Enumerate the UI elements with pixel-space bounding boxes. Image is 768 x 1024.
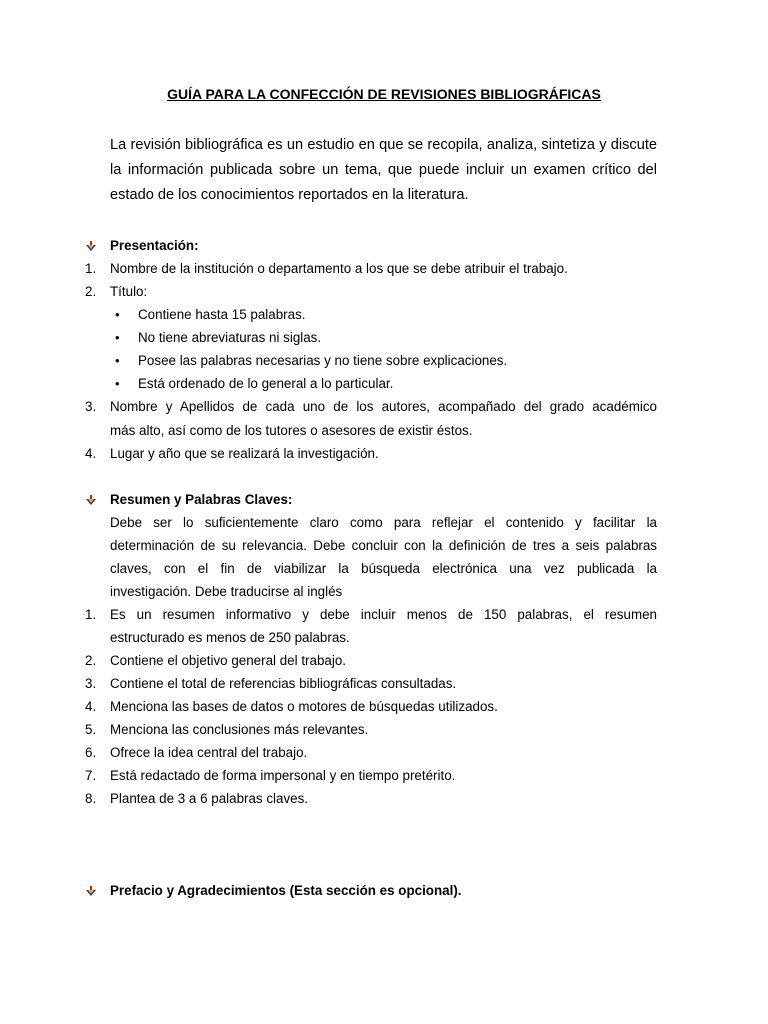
arrow-bullet-icon — [85, 240, 97, 252]
list-item: Menciona las bases de datos o motores de búsquedas utilizados. — [110, 699, 498, 714]
section-heading-resumen: Resumen y Palabras Claves: — [110, 492, 293, 507]
list-number: 1. — [85, 607, 97, 622]
sub-list-item: Contiene hasta 15 palabras. — [138, 307, 306, 322]
intro-paragraph: La revisión bibliográfica es un estudio en que se recopila, analiza, sintetiza y discute la información publicada sobre un tema, que puede incluir un examen crítico del estado de los conocimientos reportados en la literatura. — [110, 137, 657, 203]
list-item: Está redactado de forma impersonal y en tiempo pretérito. — [110, 768, 456, 783]
bullet-dot-icon: • — [115, 307, 120, 322]
list-number: 5. — [85, 722, 97, 737]
list-item: Nombre de la institución o departamento a los que se debe atribuir el trabajo. — [110, 261, 568, 276]
list-item: Ofrece la idea central del trabajo. — [110, 745, 308, 760]
list-number: 1. — [85, 261, 97, 276]
list-number: 8. — [85, 791, 97, 806]
bullet-dot-icon: • — [115, 376, 120, 391]
list-item-continuation: más alto, así como de los tutores o asesores de existir éstos. — [110, 423, 473, 438]
list-item: Menciona las conclusiones más relevantes. — [110, 722, 369, 737]
section-heading-prefacio: Prefacio y Agradecimientos (Esta sección es opcional). — [110, 883, 462, 898]
list-number: 3. — [85, 399, 97, 414]
bullet-dot-icon: • — [115, 330, 120, 345]
list-item: Contiene el total de referencias bibliográficas consultadas. — [110, 676, 457, 691]
list-number: 3. — [85, 676, 97, 691]
list-item-continuation: estructurado es menos de 250 palabras. — [110, 630, 350, 645]
sub-list-item: Está ordenado de lo general a lo particular. — [138, 376, 394, 391]
paragraph-line: claves, con el fin de viabilizar la búsqueda electrónica una vez publicada la — [110, 561, 657, 576]
document-title: GUÍA PARA LA CONFECCIÓN DE REVISIONES BIBLIOGRÁFICAS — [167, 86, 601, 102]
sub-list-item: Posee las palabras necesarias y no tiene sobre explicaciones. — [138, 353, 508, 368]
bullet-dot-icon: • — [115, 353, 120, 368]
list-number: 4. — [85, 446, 97, 461]
list-number: 7. — [85, 768, 97, 783]
sub-list-item: No tiene abreviaturas ni siglas. — [138, 330, 322, 345]
arrow-bullet-icon — [85, 494, 97, 506]
paragraph-line: Debe ser lo suficientemente claro como para reflejar el contenido y facilitar la — [110, 515, 657, 530]
list-item: Título: — [110, 284, 148, 299]
arrow-bullet-icon — [85, 885, 97, 897]
list-item: Contiene el objetivo general del trabajo. — [110, 653, 346, 668]
paragraph-line: investigación. Debe traducirse al inglés — [110, 584, 343, 599]
list-number: 4. — [85, 699, 97, 714]
list-item: Es un resumen informativo y debe incluir menos de 150 palabras, el resumen — [110, 607, 657, 622]
list-number: 2. — [85, 653, 97, 668]
list-item: Nombre y Apellidos de cada uno de los autores, acompañado del grado académico — [110, 399, 657, 414]
list-item: Lugar y año que se realizará la investigación. — [110, 446, 379, 461]
paragraph-line: determinación de su relevancia. Debe concluir con la definición de tres a seis palabras — [110, 538, 657, 553]
section-heading-presentacion: Presentación: — [110, 238, 199, 253]
list-number: 6. — [85, 745, 97, 760]
list-number: 2. — [85, 284, 97, 299]
list-item: Plantea de 3 a 6 palabras claves. — [110, 791, 309, 806]
